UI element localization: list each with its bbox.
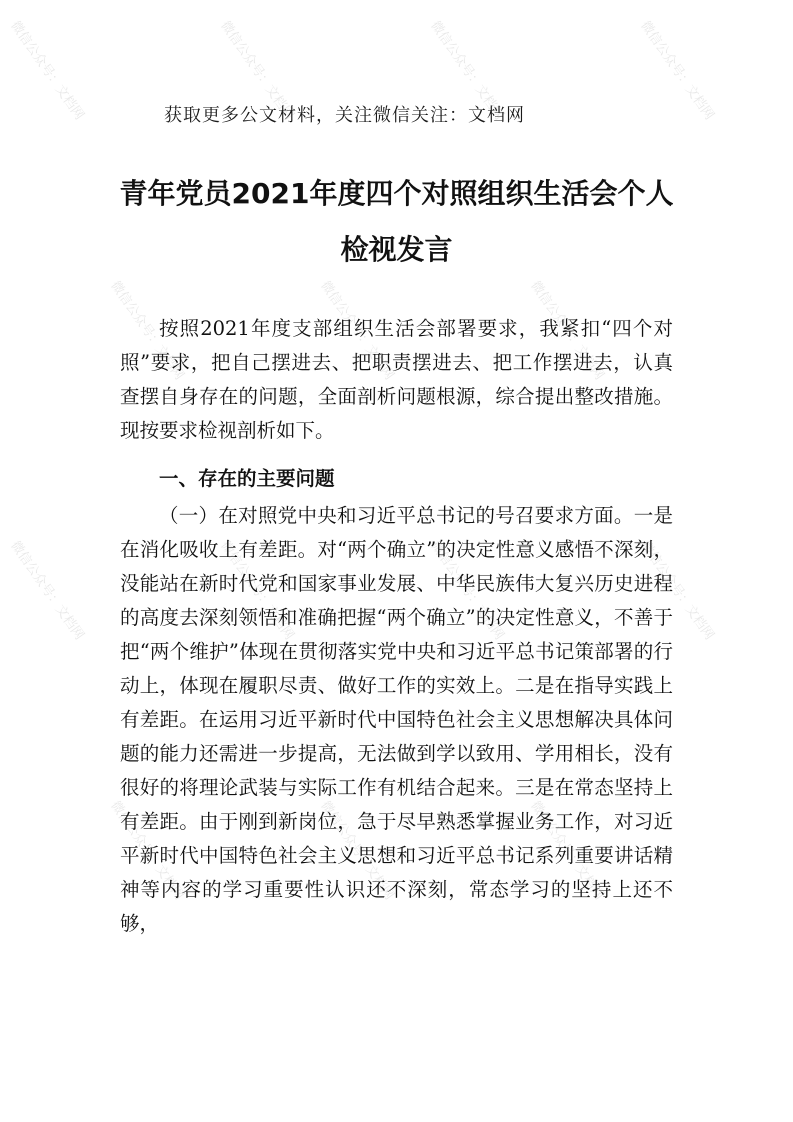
watermark: 微信公众号：文档网: [217, 18, 297, 123]
watermark: 微信公众号：文档网: [317, 278, 397, 383]
watermark: 微信公众号：文档网: [317, 798, 397, 903]
watermark: 微信公众号：文档网: [7, 18, 87, 123]
watermark: 微信公众号：文档网: [7, 538, 87, 643]
watermark: 微信公众号：文档网: [427, 538, 507, 643]
watermark: 微信公众号：文档网: [107, 278, 187, 383]
watermark: 微信公众号：文档网: [527, 278, 607, 383]
section1-paragraph: （一）在对照党中央和习近平总书记的号召要求方面。一是在消化吸收上有差距。对“两个确立”的决定性意义感悟不深刻，没能站在新时代党和国家事业发展、中华民族伟大复兴历史进程的高度去深刻领悟和准确把握“两个确立”的决定性意义，不善于把“两个维护”体现在贯彻落实党中央和习近平总书记策部署的行动上，体现在履职尽责、做好工作的实效上。二是在指导实践上有差距。在运用习近平新时代中国特色社会主义思想解决具体问题的能力还需进一步提高，无法做到学以致用、学用相长，没有很好的将理论武装与实际工作有机结合起来。三是在常态坚持上有差距。由于刚到新岗位，急于尽早熟悉掌握业务工作，对习近平新时代中国特色社会主义思想和习近平总书记系列重要讲话精神等内容的学习重要性认识还不深刻，常态学习的坚持上还不够，: [120, 504, 673, 935]
watermark: 微信公众号：文档网: [217, 538, 297, 643]
header-note: 获取更多公文材料，关注微信关注：文档网: [164, 105, 525, 126]
document-title: 青年党员2021年度四个对照组织生活会个人检视发言: [119, 177, 674, 266]
watermark: 微信公众号：文档网: [527, 798, 607, 903]
section-heading: 一、存在的主要问题: [159, 467, 335, 490]
intro-paragraph: 按照2021年度支部组织生活会部署要求，我紧扣“四个对照”要求，把自己摆进去、把职责摆进去、把工作摆进去，认真查摆自身存在的问题，全面剖析问题根源，综合提出整改措施。现按要求检视剖析如下。: [120, 317, 673, 442]
watermark: 微信公众号：文档网: [637, 18, 717, 123]
watermark: 微信公众号：文档网: [637, 538, 717, 643]
watermark: 微信公众号：文档网: [107, 798, 187, 903]
watermark: 微信公众号：文档网: [427, 18, 507, 123]
